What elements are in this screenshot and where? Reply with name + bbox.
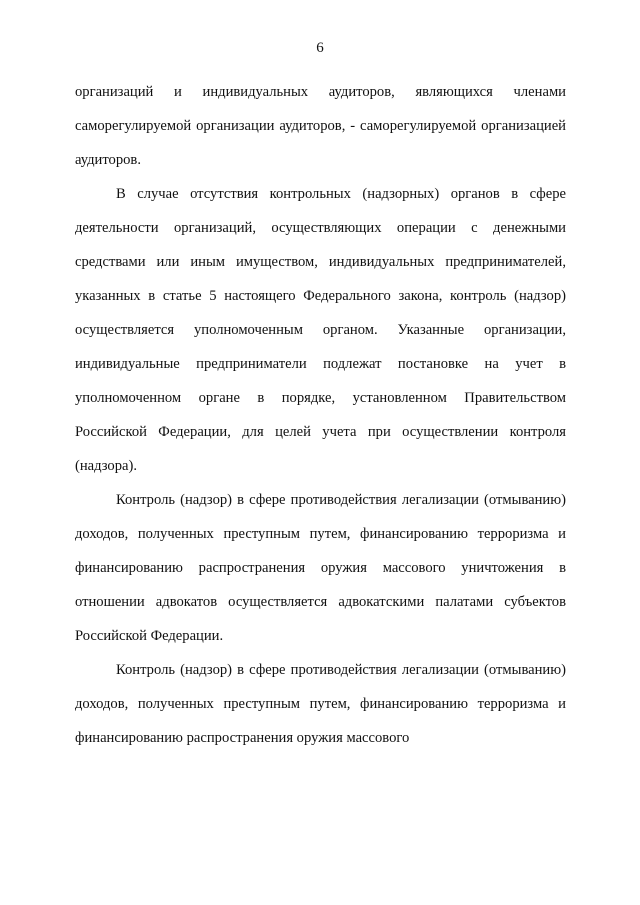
page-number: 6 — [316, 40, 324, 56]
paragraph-continuation: организаций и индивидуальных аудиторов, являющихся членами саморегулируемой организации аудиторов, - саморегулируемой организацией аудиторов. — [75, 84, 566, 168]
paragraph: В случае отсутствия контрольных (надзорных) органов в сфере деятельности организаций, осуществляющих операции с денежными средствами или иным имуществом, индивидуальных предпринимателей, указанных в статье 5 настоящего Федерального закона, контроль (надзор) осуществляется уполномоченным органом. Указанные организации, индивидуальные предприниматели подлежат постановке на учет в уполномоченном органе в порядке, установленном Правительством Российской Федерации, для целей учета при осуществлении контроля (надзора). — [75, 186, 566, 474]
paragraph-truncated: Контроль (надзор) в сфере противодействия легализации (отмыванию) доходов, полученных преступным путем, финансированию терроризма и финансированию распространения оружия массового — [75, 662, 566, 746]
paragraph: Контроль (надзор) в сфере противодействия легализации (отмыванию) доходов, полученных преступным путем, финансированию терроризма и финансированию распространения оружия массового уничтожения в отношении адвокатов осуществляется адвокатскими палатами субъектов Российской Федерации. — [75, 492, 566, 644]
document-body — [75, 75, 566, 755]
